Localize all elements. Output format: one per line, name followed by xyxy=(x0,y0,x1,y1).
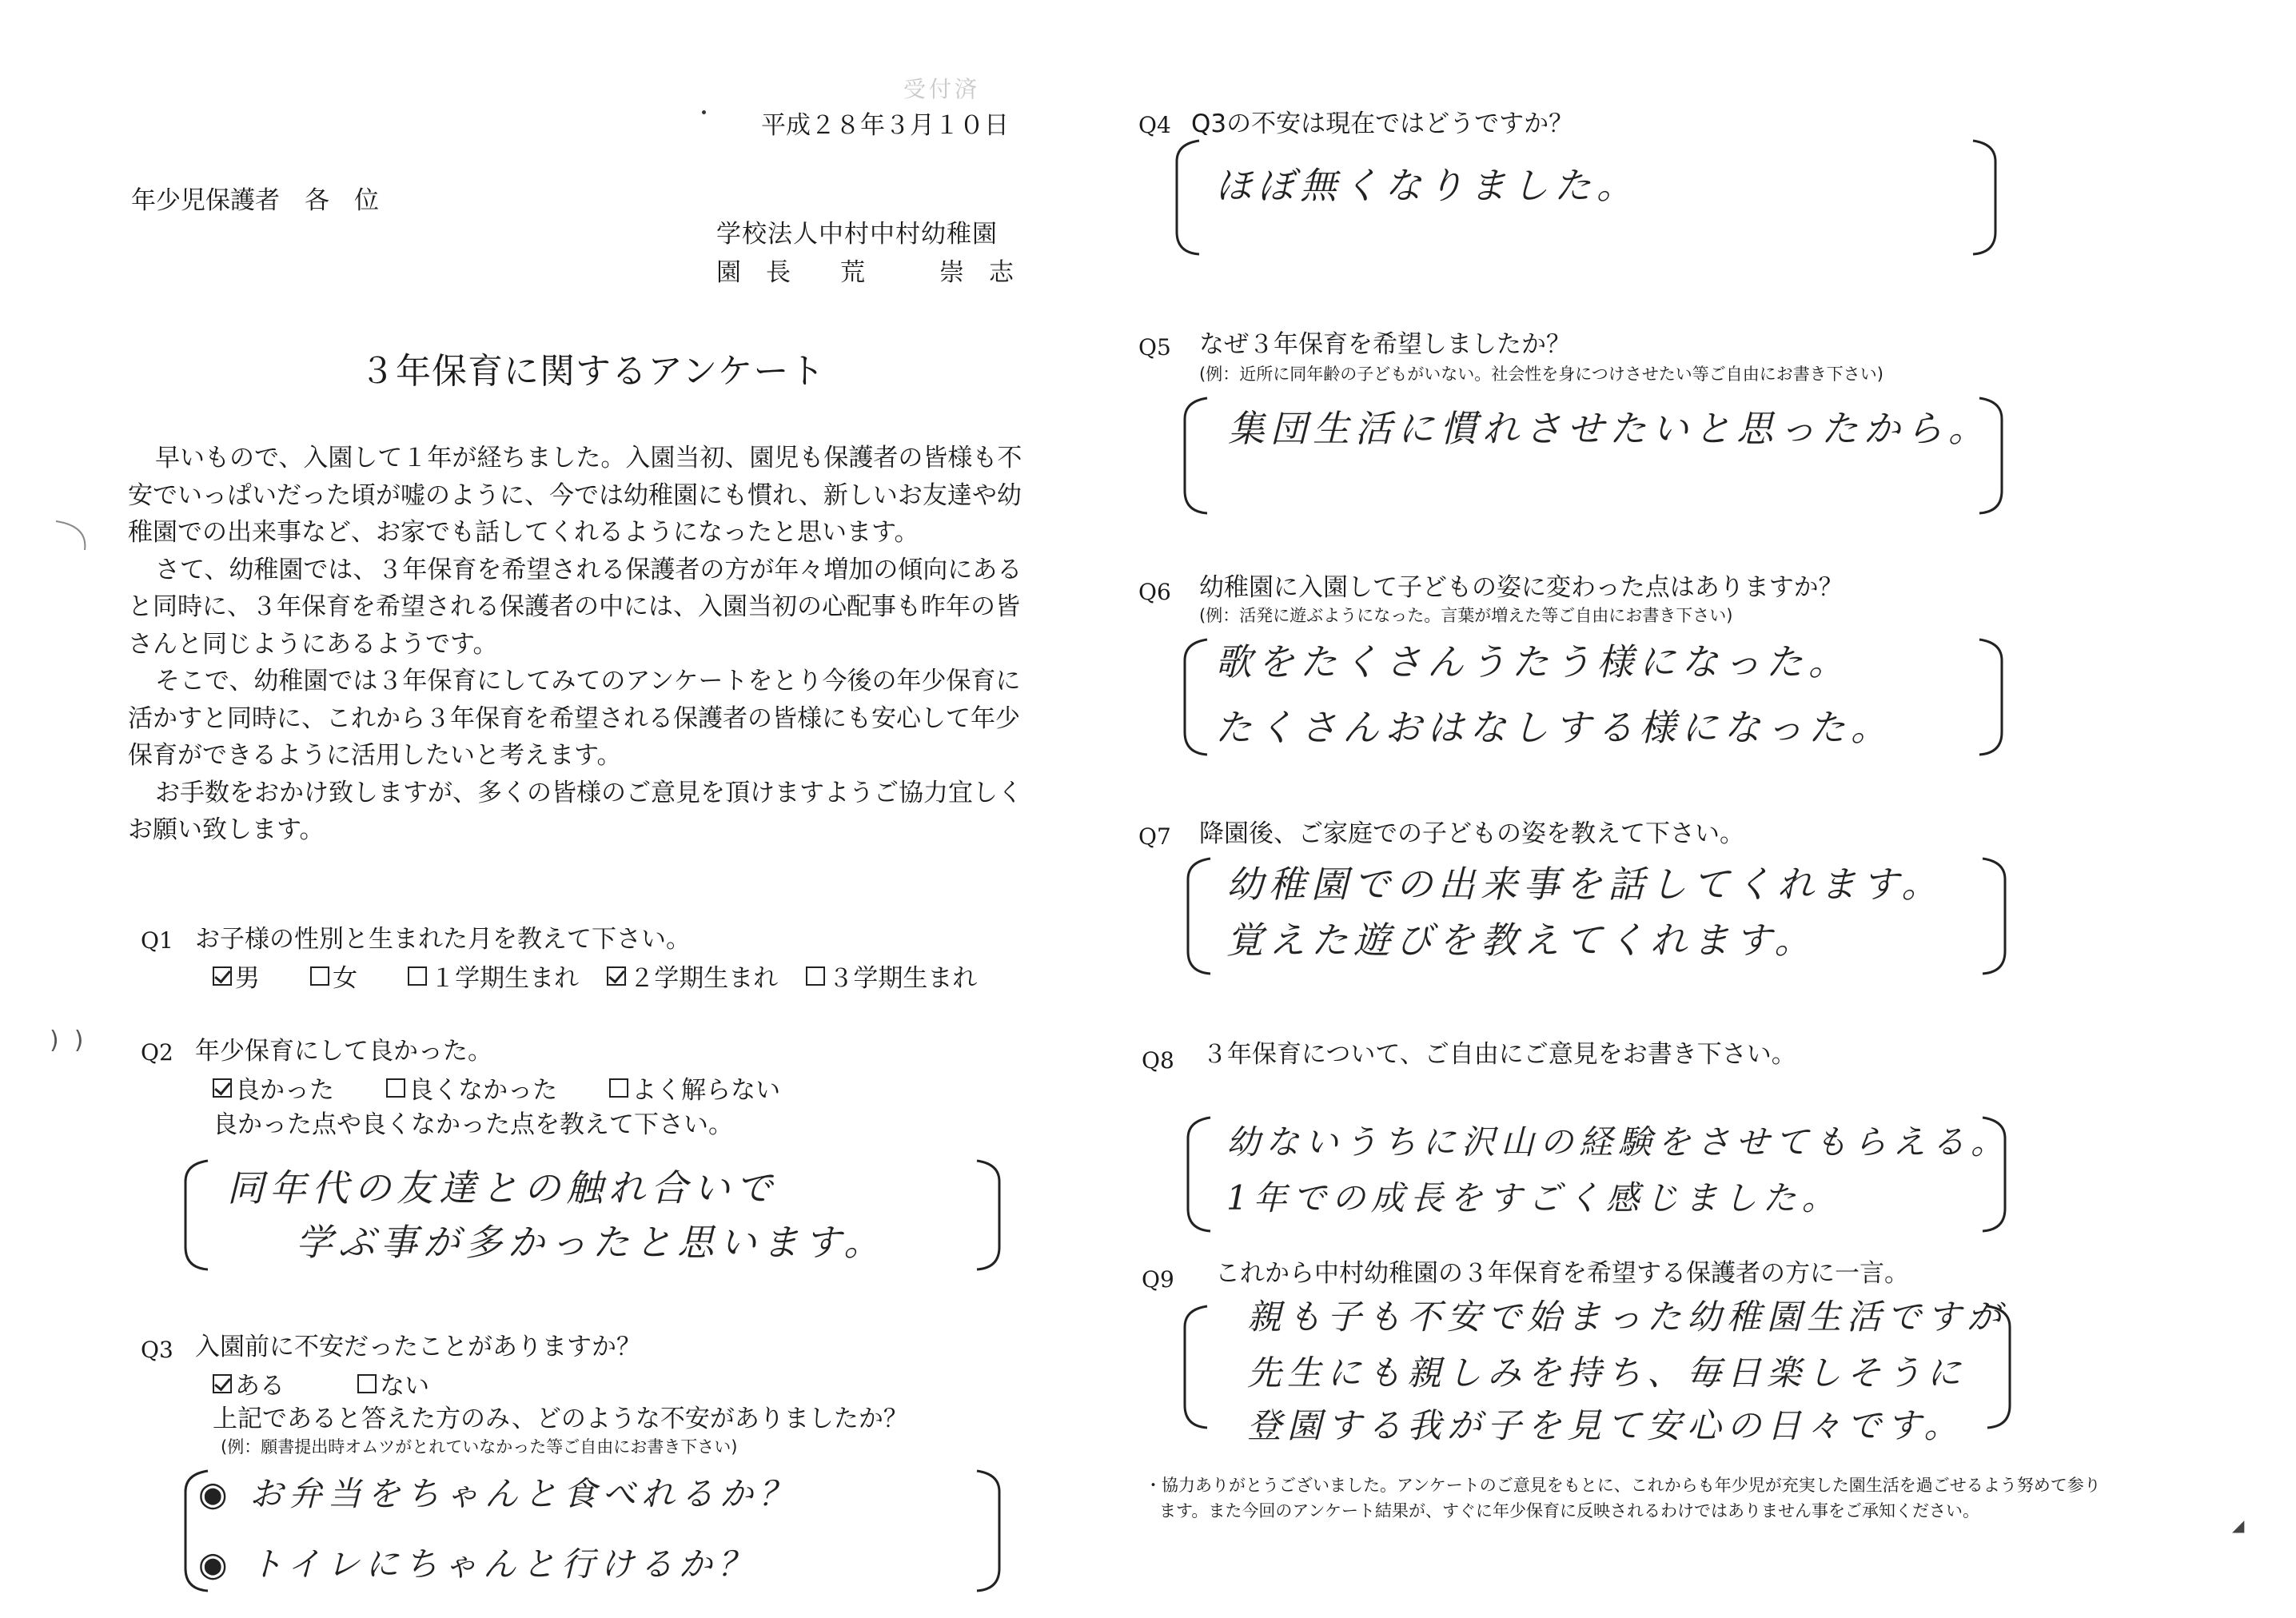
q6-number: Q6 xyxy=(1138,579,1171,605)
q3-question: 入園前に不安だったことがありますか？ xyxy=(195,1333,641,1361)
checkbox-icon[interactable] xyxy=(310,966,329,986)
q5-example: (例：近所に同年齢の子どもがいない。社会性を身につけさせたい等ご自由にお書き下さい) xyxy=(1199,365,1883,384)
q2-option-not-good[interactable]: 良くなかった xyxy=(386,1070,557,1106)
right-bracket xyxy=(972,1158,1004,1273)
right-bracket xyxy=(1975,636,2007,758)
intro-paragraph: お手数をおかけ致しますが、多くの皆様のご意見を頂けますようご協力宜しくお願い致します。 xyxy=(128,778,1022,844)
q4-number: Q4 xyxy=(1138,112,1171,138)
q3-sub-question: 上記であると答えた方のみ、どのような不安がありましたか？ xyxy=(213,1405,908,1433)
left-bracket xyxy=(1180,1303,1212,1431)
q1-option-term1[interactable]: １学期生まれ xyxy=(408,958,579,994)
q5-number: Q5 xyxy=(1138,334,1171,361)
q2-options xyxy=(213,1070,827,1106)
checkbox-checked-icon[interactable] xyxy=(607,966,626,986)
q2-question: 年少保育にして良かった。 xyxy=(195,1037,492,1066)
q2-number: Q2 xyxy=(141,1039,173,1066)
q8-question: ３年保育について、ご自由にご意見をお書き下さい。 xyxy=(1202,1040,1796,1069)
footer-note-line: ・協力ありがとうございました。アンケートのご意見をもとに、これからも年少児が充実した園生活を過ごせるよう努めて参り xyxy=(1145,1476,2101,1495)
page-title: ３年保育に関するアンケート xyxy=(360,351,826,392)
q9-answer-line: 先生にも親しみを持ち、毎日楽しそうに xyxy=(1247,1353,1967,1393)
addressee: 年少児保護者 各 位 xyxy=(131,186,379,215)
q3-answer-line: ◉ お弁当をちゃんと食べれるか？ xyxy=(198,1474,799,1513)
left-bracket xyxy=(1180,395,1212,516)
intro-paragraph: 早いもので、入園して１年が経ちました。入園当初、園児も保護者の皆様も不安でいっぱいだった頃が嘘のように、今では幼稚園にも慣れ、新しいお友達や幼稚園での出来事など、お家でも話してくれるようになったと思います。 xyxy=(128,444,1022,547)
margin-mark: ) ) xyxy=(50,1026,84,1054)
q5-answer-line: 集団生活に慣れさせたいと思ったから。 xyxy=(1228,407,1991,450)
q1-question: お子様の性別と生まれた月を教えて下さい。 xyxy=(195,925,691,954)
hole-punch-mark xyxy=(50,518,94,563)
q6-question: 幼稚園に入園して子どもの姿に変わった点はありますか？ xyxy=(1199,573,1844,602)
q3-answer-line: ◉ トイレにちゃんと行けるか？ xyxy=(198,1544,757,1584)
q6-answer-line: 歌をたくさんうたう様になった。 xyxy=(1215,640,1851,683)
q1-options xyxy=(213,958,1023,994)
q7-number: Q7 xyxy=(1138,823,1171,850)
q3-options xyxy=(213,1365,476,1401)
q9-question: これから中村幼稚園の３年保育を希望する保護者の方に一言。 xyxy=(1215,1259,1909,1288)
checkbox-checked-icon[interactable] xyxy=(213,1078,232,1098)
right-bracket xyxy=(972,1468,1004,1594)
q1-option-term2[interactable]: ２学期生まれ xyxy=(607,958,778,994)
q6-example: (例：活発に遊ぶようになった。言葉が増えた等ご自由にお書き下さい) xyxy=(1199,606,1733,625)
q9-answer-line: 親も子も不安で始まった幼稚園生活ですが xyxy=(1247,1297,2007,1337)
q7-answer-line: 幼稚園での出来事を話してくれます。 xyxy=(1226,863,1944,906)
intro-text xyxy=(128,440,1023,849)
q3-option-no[interactable]: ない xyxy=(357,1365,429,1401)
footer-note-line: ます。また今回のアンケート結果が、すぐに年少保育に反映されるわけではありません事をご承知ください。 xyxy=(1159,1501,1980,1520)
bullet-icon: ◉ xyxy=(198,1474,249,1513)
q6-answer-line: たくさんおはなしする様になった。 xyxy=(1215,706,1893,749)
q4-answer-line: ほぼ無くなりました。 xyxy=(1215,164,1639,207)
speck xyxy=(702,110,706,114)
right-bracket xyxy=(1978,855,2010,977)
checkbox-icon[interactable] xyxy=(386,1078,405,1098)
received-stamp: 受付済 xyxy=(903,76,981,102)
q7-answer-line: 覚えた遊びを教えてくれます。 xyxy=(1226,919,1817,962)
intro-paragraph: さて、幼稚園では、３年保育を希望される保護者の方が年々増加の傾向にあると同時に、３年保育を希望される保護者の中には、入園当初の心配事も昨年の皆さんと同じようにあるようです。 xyxy=(128,555,1022,659)
q8-answer-line: 1年での成長をすごく感じました。 xyxy=(1226,1178,1841,1217)
left-bracket xyxy=(1183,1114,1215,1234)
date: 平成２８年３月１０日 xyxy=(761,111,1009,140)
q7-question: 降園後、ご家庭での子どもの姿を教えて下さい。 xyxy=(1199,819,1744,848)
q2-option-good[interactable]: 良かった xyxy=(213,1070,334,1106)
checkbox-checked-icon[interactable] xyxy=(213,1374,232,1393)
q2-sub-question: 良かった点や良くなかった点を教えて下さい。 xyxy=(213,1110,733,1139)
q2-option-unsure[interactable]: よく解らない xyxy=(609,1070,780,1106)
q2-answer-line: 同年代の友達との触れ合いで xyxy=(227,1166,778,1210)
left-bracket xyxy=(1180,636,1212,758)
scan-speck: ◢ xyxy=(2232,1516,2245,1535)
q4-question: Q3の不安は現在ではどうですか？ xyxy=(1191,110,1574,138)
left-bracket xyxy=(1172,137,1204,257)
q1-number: Q1 xyxy=(141,927,173,954)
bullet-icon: ◉ xyxy=(198,1544,249,1584)
q1-option-term3[interactable]: ３学期生まれ xyxy=(806,958,977,994)
q8-answer-line: 幼ないうちに沢山の経験をさせてもらえる。 xyxy=(1226,1122,2011,1162)
q1-option-male[interactable]: 男 xyxy=(213,958,260,994)
q9-answer-line: 登園する我が子を見て安心の日々です。 xyxy=(1247,1406,1964,1446)
q3-example: (例：願書提出時オムツがとれていなかった等ご自由にお書き下さい) xyxy=(221,1437,738,1457)
q1-option-female[interactable]: 女 xyxy=(310,958,357,994)
checkbox-icon[interactable] xyxy=(609,1078,628,1098)
q5-question: なぜ３年保育を希望しましたか？ xyxy=(1199,330,1571,359)
intro-paragraph: そこで、幼稚園では３年保育にしてみてのアンケートをとり今後の年少保育に活かすと同時に、これから３年保育を希望される保護者の皆様にも安心して年少保育ができるように活用したいと考えます。 xyxy=(128,667,1021,770)
checkbox-icon[interactable] xyxy=(408,966,427,986)
q2-answer-line: 学ぶ事が多かったと思います。 xyxy=(296,1221,887,1264)
principal-name: 園 長 荒 崇 志 xyxy=(716,258,1014,287)
q8-number: Q8 xyxy=(1142,1047,1174,1074)
checkbox-checked-icon[interactable] xyxy=(213,966,232,986)
left-bracket xyxy=(1183,855,1215,977)
right-bracket xyxy=(1968,137,2000,257)
q3-number: Q3 xyxy=(141,1337,173,1363)
q3-option-yes[interactable]: ある xyxy=(213,1365,285,1401)
checkbox-icon[interactable] xyxy=(806,966,825,986)
checkbox-icon[interactable] xyxy=(357,1374,377,1393)
left-bracket xyxy=(181,1158,213,1273)
q9-number: Q9 xyxy=(1142,1266,1174,1293)
school-name: 学校法人中村中村幼稚園 xyxy=(716,220,998,249)
